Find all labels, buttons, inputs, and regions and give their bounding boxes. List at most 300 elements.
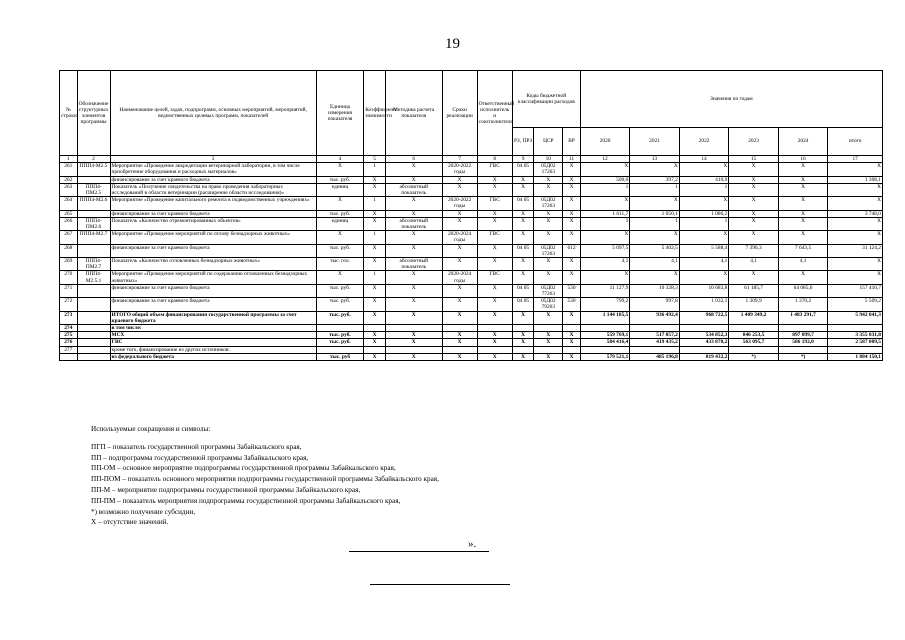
cell-y2024	[778, 346, 828, 353]
cell-coef: Х	[364, 298, 386, 311]
legend-item: Х – отсутствие значений.	[91, 518, 169, 527]
cell-method: Х	[385, 311, 442, 324]
cell-vr: 530	[563, 298, 581, 311]
cell-csr: Х	[534, 311, 563, 324]
cell-coef	[364, 325, 386, 332]
column-number: 6	[385, 156, 442, 163]
cell-coef: Х	[364, 332, 386, 339]
cell-total: 31 124,2	[828, 244, 883, 257]
cell-y2020: 11 127,9	[580, 284, 630, 297]
cell-method: Х	[385, 176, 442, 183]
cell-y2021: Х	[630, 163, 680, 176]
cell-unit: Х	[316, 197, 363, 210]
table-row	[60, 339, 883, 346]
cell-y2021: 485 196,8	[630, 353, 680, 360]
cell-vr: Х	[563, 271, 581, 284]
cell-total: 5 942 041,3	[828, 311, 883, 324]
cell-coef: Х	[364, 217, 386, 230]
cell-unit: тыс. руб.	[316, 298, 363, 311]
cell-coef: Х	[364, 183, 386, 196]
cell-total: 3 748,0	[828, 210, 883, 217]
cell-coef: Х	[364, 353, 386, 360]
cell-y2022	[679, 346, 729, 353]
cell-y2023: Х	[729, 176, 779, 183]
cell-term: Х	[442, 284, 477, 297]
cell-csr	[534, 346, 563, 353]
cell-n: 265	[60, 210, 78, 217]
cell-vr: Х	[563, 197, 581, 210]
cell-method: Х	[385, 284, 442, 297]
cell-n: 271	[60, 284, 78, 297]
cell-y2022: 1	[679, 217, 729, 230]
cell-name: Показатель «Количество отловленных безнадзорных животных»	[110, 258, 316, 271]
cell-csr: Х	[534, 332, 563, 339]
cell-y2024: Х	[778, 271, 828, 284]
header-rz: РЗ, ПРЗ	[512, 128, 534, 156]
cell-y2023: Х	[729, 217, 779, 230]
cell-y2020: 584 416,4	[580, 339, 630, 346]
cell-y2024: 897 099,7	[778, 332, 828, 339]
column-number: 12	[580, 156, 630, 163]
table-row	[60, 231, 883, 244]
bottom-rule	[370, 584, 510, 585]
cell-csr: 05Д02 79263	[534, 298, 563, 311]
cell-csr: Х	[534, 217, 563, 230]
cell-csr: Х	[534, 258, 563, 271]
legend-item: ПП – подпрограмма государственной программы Забайкальского края,	[91, 453, 309, 462]
cell-total: Х	[828, 231, 883, 244]
cell-unit: единиц	[316, 217, 363, 230]
cell-n	[60, 353, 78, 360]
table-row	[60, 284, 883, 297]
cell-exec: ГВС	[477, 197, 512, 210]
cell-y2020: 1	[580, 217, 630, 230]
cell-y2022: 1	[679, 183, 729, 196]
cell-term: Х	[442, 353, 477, 360]
cell-unit	[316, 325, 363, 332]
column-number: 11	[563, 156, 581, 163]
cell-term: 2020-2024 годы	[442, 271, 477, 284]
table-row	[60, 163, 883, 176]
cell-y2023: Х	[729, 163, 779, 176]
cell-n: 277	[60, 346, 78, 353]
cell-y2020: 500,0	[580, 176, 630, 183]
header-2022: 2022	[679, 128, 729, 156]
cell-y2021: Х	[630, 197, 680, 210]
cell-y2022: 819 432,2	[679, 353, 729, 360]
cell-code: ППП4-М2.7	[77, 231, 110, 244]
cell-y2021: 4,1	[630, 258, 680, 271]
cell-csr: Х	[534, 183, 563, 196]
cell-n: 272	[60, 298, 78, 311]
cell-n: 267	[60, 231, 78, 244]
cell-vr	[563, 346, 581, 353]
cell-rz	[512, 325, 534, 332]
cell-unit: единиц	[316, 183, 363, 196]
cell-method: Х	[385, 339, 442, 346]
cell-coef: Х	[364, 339, 386, 346]
cell-y2021: 517 057,2	[630, 332, 680, 339]
cell-n: 274	[60, 325, 78, 332]
column-number: 16	[778, 156, 828, 163]
cell-unit: Х	[316, 231, 363, 244]
cell-vr: 612	[563, 244, 581, 257]
cell-y2022: 534 852,3	[679, 332, 729, 339]
cell-unit: тыс. руб	[316, 353, 363, 360]
cell-rz: Х	[512, 231, 534, 244]
cell-y2024: Х	[778, 197, 828, 210]
cell-name: кроме того, финансирование из других источников:	[110, 346, 316, 353]
cell-total	[828, 346, 883, 353]
cell-unit: тыс. руб.	[316, 332, 363, 339]
cell-y2023: 846 253,5	[729, 332, 779, 339]
cell-exec: Х	[477, 353, 512, 360]
cell-code	[77, 325, 110, 332]
cell-method: Х	[385, 298, 442, 311]
cell-vr: 530	[563, 284, 581, 297]
cell-code: ППП4-М2.5.1	[77, 271, 110, 284]
cell-method: Х	[385, 244, 442, 257]
cell-method: Х	[385, 332, 442, 339]
cell-unit: тыс. руб.	[316, 244, 363, 257]
cell-y2021: 997,8	[630, 298, 680, 311]
cell-rz: 04 05	[512, 284, 534, 297]
cell-y2023	[729, 346, 779, 353]
cell-vr: Х	[563, 339, 581, 346]
cell-y2024: Х	[778, 176, 828, 183]
table-row	[60, 298, 883, 311]
cell-coef: Х	[364, 284, 386, 297]
cell-method: абсолютный показатель	[385, 258, 442, 271]
cell-total: 1 308,1	[828, 176, 883, 183]
cell-exec: Х	[477, 311, 512, 324]
cell-y2022: Х	[679, 197, 729, 210]
cell-y2021: 397,2	[630, 176, 680, 183]
cell-code	[77, 332, 110, 339]
header-budget: Коды бюджетной классификации расходов	[512, 71, 580, 128]
closing-quote: ».	[468, 538, 477, 550]
cell-y2020: 4,1	[580, 258, 630, 271]
cell-y2020: 1	[580, 183, 630, 196]
cell-csr: Х	[534, 271, 563, 284]
cell-rz	[512, 346, 534, 353]
cell-method	[385, 325, 442, 332]
cell-vr: Х	[563, 311, 581, 324]
cell-y2023: Х	[729, 231, 779, 244]
cell-y2024: Х	[778, 183, 828, 196]
cell-y2020: Х	[580, 163, 630, 176]
cell-total: Х	[828, 183, 883, 196]
cell-y2022	[679, 325, 729, 332]
cell-y2022: Х	[679, 163, 729, 176]
cell-y2020: 579 521,1	[580, 353, 630, 360]
cell-total: Х	[828, 271, 883, 284]
cell-exec	[477, 346, 512, 353]
cell-method	[385, 346, 442, 353]
cell-y2023: Х	[729, 183, 779, 196]
cell-total: 157 410,7	[828, 284, 883, 297]
cell-y2020: Х	[580, 271, 630, 284]
header-exec: Ответственный исполнитель и соисполнители	[477, 71, 512, 156]
cell-y2024: 1 483 291,7	[778, 311, 828, 324]
table-row	[60, 271, 883, 284]
cell-method: Х	[385, 353, 442, 360]
cell-code	[77, 346, 110, 353]
cell-y2023	[729, 325, 779, 332]
cell-vr: Х	[563, 353, 581, 360]
cell-coef	[364, 346, 386, 353]
cell-coef: 1	[364, 271, 386, 284]
cell-y2024: Х	[778, 231, 828, 244]
cell-y2023: Х	[729, 210, 779, 217]
cell-y2022: 433 870,2	[679, 339, 729, 346]
cell-y2023: 7 390,3	[729, 244, 779, 257]
legend-item: ПП-ОМ – основное мероприятие подпрограммы государственной программы Забайкальского края,	[91, 464, 396, 473]
page-number: 19	[445, 36, 460, 52]
cell-unit: тыс. руб.	[316, 176, 363, 183]
column-number: 14	[679, 156, 729, 163]
cell-y2024: 586 192,0	[778, 339, 828, 346]
cell-exec: Х	[477, 210, 512, 217]
column-number: 9	[512, 156, 534, 163]
cell-csr: 05Д02 17263	[534, 197, 563, 210]
cell-rz: Х	[512, 353, 534, 360]
cell-code	[77, 298, 110, 311]
cell-n: 270	[60, 271, 78, 284]
cell-unit: тыс. руб.	[316, 339, 363, 346]
cell-code	[77, 339, 110, 346]
cell-csr: 05Д02 77263	[534, 284, 563, 297]
cell-exec: ГВС	[477, 163, 512, 176]
cell-y2021	[630, 346, 680, 353]
cell-method: Х	[385, 163, 442, 176]
cell-y2023: Х	[729, 271, 779, 284]
cell-y2021: 936 492,4	[630, 311, 680, 324]
cell-y2024: Х	[778, 210, 828, 217]
header-2020: 2020	[580, 128, 630, 156]
cell-y2021: 1	[630, 217, 680, 230]
cell-coef: 1	[364, 197, 386, 210]
cell-y2020: 5 097,5	[580, 244, 630, 257]
cell-name: финансирование за счет краевого бюджета	[110, 284, 316, 297]
cell-y2022: Х	[679, 231, 729, 244]
column-number: 4	[316, 156, 363, 163]
cell-rz: 04 05	[512, 197, 534, 210]
cell-n: 275	[60, 332, 78, 339]
table-body	[60, 163, 883, 361]
cell-coef: Х	[364, 210, 386, 217]
cell-name: финансирование за счет краевого бюджета	[110, 244, 316, 257]
cell-name: ГВС	[110, 339, 316, 346]
legend	[91, 424, 439, 528]
cell-csr: 05Д02 17263	[534, 244, 563, 257]
cell-csr: 05Д02 17263	[534, 163, 563, 176]
cell-method: Х	[385, 197, 442, 210]
cell-term: Х	[442, 311, 477, 324]
cell-rz: 04 05	[512, 298, 534, 311]
cell-name: из федерального бюджета	[110, 353, 316, 360]
legend-item: ПП-ПМ – показатель мероприятия подпрограммы государственной программы Забайкальского края,	[91, 496, 401, 505]
cell-term: Х	[442, 332, 477, 339]
column-number: 5	[364, 156, 386, 163]
cell-y2024: Х	[778, 217, 828, 230]
cell-y2024: *)	[778, 353, 828, 360]
header-vr: ВР	[563, 128, 581, 156]
cell-exec: ГВС	[477, 231, 512, 244]
cell-total: 3 355 031,8	[828, 332, 883, 339]
cell-total: Х	[828, 197, 883, 210]
cell-y2024	[778, 325, 828, 332]
cell-unit: тыс. гол.	[316, 258, 363, 271]
cell-y2021: 10 328,3	[630, 284, 680, 297]
cell-name: Показатель «Количество отремонтированных объектов»	[110, 217, 316, 230]
cell-vr: Х	[563, 163, 581, 176]
cell-rz: Х	[512, 258, 534, 271]
table-row	[60, 353, 883, 360]
cell-y2022: Х	[679, 271, 729, 284]
cell-unit: Х	[316, 271, 363, 284]
table-row	[60, 258, 883, 271]
cell-total: Х	[828, 163, 883, 176]
cell-rz: Х	[512, 332, 534, 339]
cell-n: 262	[60, 176, 78, 183]
table-row	[60, 332, 883, 339]
cell-y2022: 5 588,4	[679, 244, 729, 257]
cell-vr: Х	[563, 332, 581, 339]
cell-n: 269	[60, 258, 78, 271]
cell-n: 261	[60, 163, 78, 176]
cell-y2020: 559 769,1	[580, 332, 630, 339]
cell-term	[442, 346, 477, 353]
table-row	[60, 197, 883, 210]
cell-term: 2020-2022 годы	[442, 197, 477, 210]
cell-y2024: 7 643,5	[778, 244, 828, 257]
cell-rz: 04 05	[512, 244, 534, 257]
cell-vr: Х	[563, 176, 581, 183]
cell-vr	[563, 325, 581, 332]
cell-y2021: 419 435,2	[630, 339, 680, 346]
cell-total: 1 884 150,1	[828, 353, 883, 360]
legend-item: *) возможно получение субсидии,	[91, 507, 196, 516]
cell-term: Х	[442, 244, 477, 257]
cell-term: Х	[442, 176, 477, 183]
cell-exec: ГВС	[477, 271, 512, 284]
cell-n: 268	[60, 244, 78, 257]
cell-name: ИТОГО общий объем финансирования государственной программы за счет краевого бюджета	[110, 311, 316, 324]
cell-csr: Х	[534, 353, 563, 360]
cell-code	[77, 284, 110, 297]
cell-name: МСХ	[110, 332, 316, 339]
cell-unit	[316, 346, 363, 353]
header-method: Методика расчета показателя	[385, 71, 442, 156]
cell-name: финансирование за счет краевого бюджета	[110, 298, 316, 311]
cell-y2023: 61 185,7	[729, 284, 779, 297]
cell-y2020	[580, 325, 630, 332]
cell-name: Мероприятие «Проведение мероприятий по отлову безнадзорных животных»	[110, 231, 316, 244]
cell-exec: Х	[477, 332, 512, 339]
cell-csr: Х	[534, 231, 563, 244]
header-code: Обозначение структурных элементов программы	[77, 71, 110, 156]
cell-n: 264	[60, 197, 78, 210]
cell-term: 2020-2024 годы	[442, 231, 477, 244]
cell-exec: Х	[477, 217, 512, 230]
cell-name: Мероприятие «Проведение капитального ремонта в подведомственных учреждениях»	[110, 197, 316, 210]
column-number-row	[60, 156, 883, 163]
cell-y2022: 10 683,8	[679, 284, 729, 297]
cell-rz: Х	[512, 210, 534, 217]
table-row	[60, 244, 883, 257]
cell-total: Х	[828, 258, 883, 271]
cell-y2022: 968 722,5	[679, 311, 729, 324]
cell-code: ППП4-ПМ2.5	[77, 183, 110, 196]
cell-name: Мероприятие «Проведение аккредитации ветеринарной лаборатории, в том числе приобретение оборудования и расходных материалов»	[110, 163, 316, 176]
cell-y2021: Х	[630, 271, 680, 284]
header-csr: ЦСР	[534, 128, 563, 156]
header-2021: 2021	[630, 128, 680, 156]
cell-code	[77, 176, 110, 183]
cell-y2023: 4,1	[729, 258, 779, 271]
cell-name: в том числе:	[110, 325, 316, 332]
table-row	[60, 325, 883, 332]
column-number: 17	[828, 156, 883, 163]
cell-code	[77, 210, 110, 217]
cell-y2022: 1 032,1	[679, 298, 729, 311]
cell-term	[442, 325, 477, 332]
cell-y2021	[630, 325, 680, 332]
cell-csr: Х	[534, 339, 563, 346]
header-coef: Коэффициент значимости	[364, 71, 386, 156]
header-row-num: № строки	[60, 71, 78, 156]
table-row	[60, 210, 883, 217]
cell-coef: Х	[364, 244, 386, 257]
column-number: 2	[77, 156, 110, 163]
cell-rz: Х	[512, 217, 534, 230]
cell-term: Х	[442, 258, 477, 271]
cell-total: 2 587 009,5	[828, 339, 883, 346]
cell-code: ППП4-ПМ2.7	[77, 258, 110, 271]
cell-vr: Х	[563, 217, 581, 230]
cell-y2024: Х	[778, 163, 828, 176]
header-unit: Единица измерения показателя	[316, 71, 363, 156]
table-row	[60, 217, 883, 230]
cell-y2024: 4,1	[778, 258, 828, 271]
cell-y2021: 1 050,1	[630, 210, 680, 217]
column-number: 8	[477, 156, 512, 163]
cell-method: Х	[385, 271, 442, 284]
cell-code	[77, 353, 110, 360]
cell-vr: Х	[563, 210, 581, 217]
cell-y2020: Х	[580, 197, 630, 210]
cell-n: 266	[60, 217, 78, 230]
column-number: 1	[60, 156, 78, 163]
cell-rz: Х	[512, 339, 534, 346]
cell-total: Х	[828, 217, 883, 230]
cell-code: ППП4-М2.5	[77, 163, 110, 176]
cell-vr: Х	[563, 231, 581, 244]
cell-term: Х	[442, 339, 477, 346]
cell-unit: Х	[316, 163, 363, 176]
header-total: итого	[828, 128, 883, 156]
cell-csr: Х	[534, 176, 563, 183]
cell-total: 5 509,2	[828, 298, 883, 311]
cell-rz: Х	[512, 176, 534, 183]
cell-name: Показатель «Получение свидетельства на право проведения лабораторных исследований в области ветеринарии (расширение области исследования)»	[110, 183, 316, 196]
table-row	[60, 176, 883, 183]
cell-csr: Х	[534, 210, 563, 217]
header-row	[60, 71, 883, 128]
cell-name: финансирование за счет краевого бюджета	[110, 210, 316, 217]
table-row	[60, 183, 883, 196]
